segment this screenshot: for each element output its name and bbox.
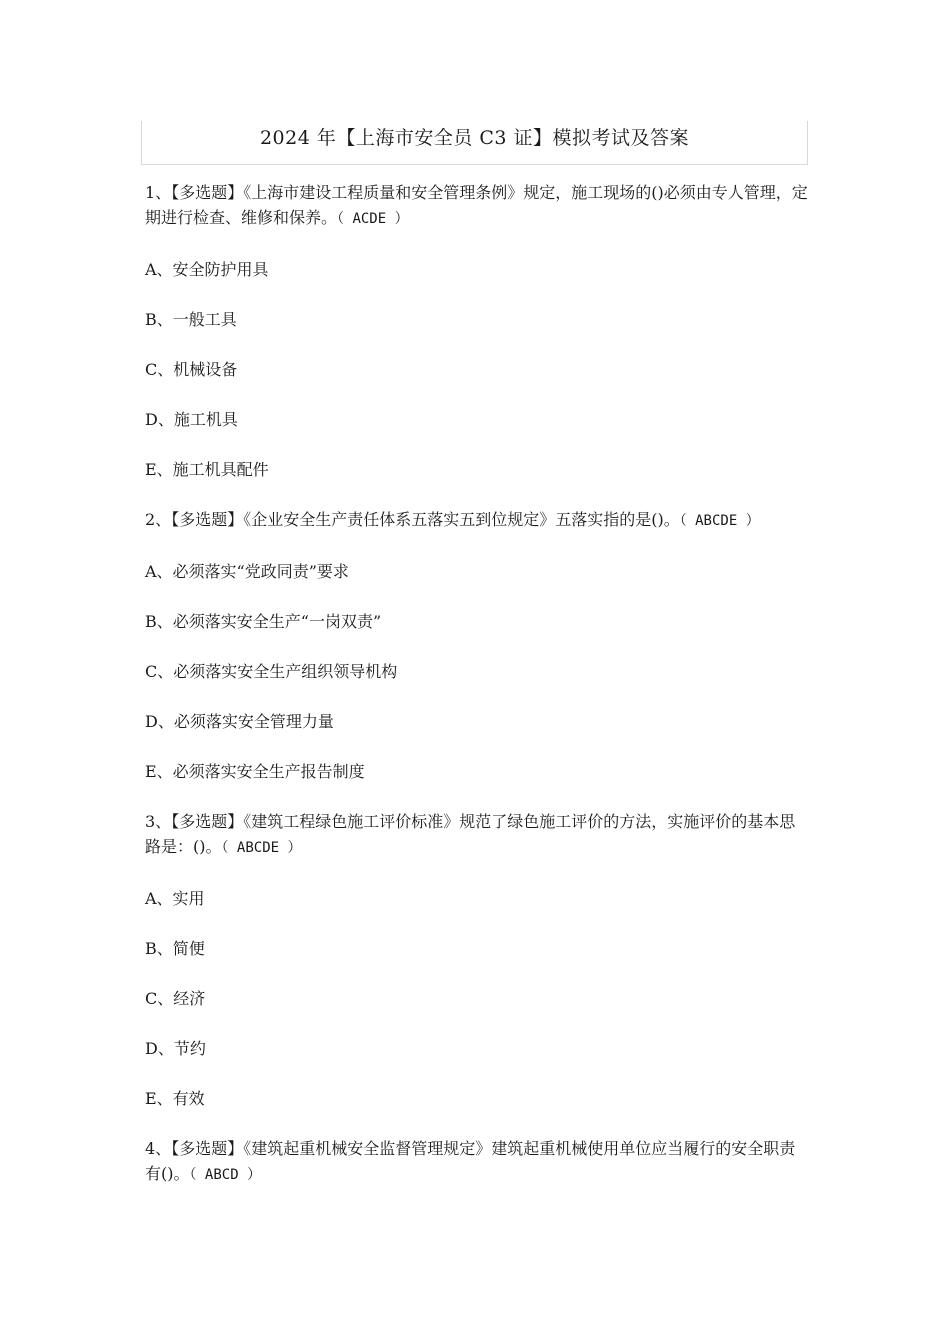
question-number: 4、 bbox=[145, 1139, 172, 1158]
question-3-option-c: C、经济 bbox=[145, 989, 206, 1008]
question-3-option-a: A、实用 bbox=[145, 889, 205, 908]
question-1-option-e: E、施工机具配件 bbox=[145, 460, 269, 479]
question-type: 【多选题】 bbox=[171, 1139, 244, 1158]
question-3-option-b: B、简便 bbox=[145, 939, 205, 958]
question-1-option-a: A、安全防护用具 bbox=[145, 260, 269, 279]
question-number: 3、 bbox=[145, 812, 172, 831]
question-answer: （ ABCDE ） bbox=[221, 840, 302, 856]
question-3 bbox=[145, 809, 810, 861]
question-3-option-e: E、有效 bbox=[145, 1089, 205, 1108]
question-1 bbox=[145, 180, 810, 232]
question-number: 1、 bbox=[145, 183, 172, 202]
question-number: 2、 bbox=[145, 510, 172, 529]
question-1-option-b: B、一般工具 bbox=[145, 310, 237, 329]
question-answer: （ ACDE ） bbox=[337, 211, 409, 227]
title-box bbox=[141, 121, 808, 165]
question-list bbox=[145, 180, 810, 1213]
question-2-option-d: D、必须落实安全管理力量 bbox=[145, 712, 334, 731]
question-type: 【多选题】 bbox=[171, 183, 244, 202]
question-text: 《建筑工程绿色施工评价标准》规范了绿色施工评价的方法，实施评价的基本思路是：()。 bbox=[145, 812, 796, 856]
question-2-option-a: A、必须落实“党政同责”要求 bbox=[145, 562, 349, 581]
question-text: 《上海市建设工程质量和安全管理条例》规定，施工现场的()必须由专人管理，定期进行检查、维修和保养。 bbox=[145, 183, 808, 227]
question-2-option-c: C、必须落实安全生产组织领导机构 bbox=[145, 662, 398, 681]
question-answer: （ ABCD ） bbox=[189, 1167, 262, 1183]
question-text: 《企业安全生产责任体系五落实五到位规定》五落实指的是()。 bbox=[243, 510, 680, 529]
question-2 bbox=[145, 507, 810, 534]
question-1-option-c: C、机械设备 bbox=[145, 360, 238, 379]
question-4 bbox=[145, 1136, 810, 1188]
question-1-option-d: D、施工机具 bbox=[145, 410, 238, 429]
question-text: 《建筑起重机械安全监督管理规定》建筑起重机械使用单位应当履行的安全职责有()。 bbox=[145, 1139, 796, 1183]
question-answer: （ ABCDE ） bbox=[679, 513, 760, 529]
question-type: 【多选题】 bbox=[171, 812, 244, 831]
document-title: 2024 年【上海市安全员 C3 证】模拟考试及答案 bbox=[259, 127, 690, 149]
question-type: 【多选题】 bbox=[171, 510, 244, 529]
question-2-option-b: B、必须落实安全生产“一岗双责” bbox=[145, 612, 382, 631]
question-2-option-e: E、必须落实安全生产报告制度 bbox=[145, 762, 365, 781]
question-3-option-d: D、节约 bbox=[145, 1039, 206, 1058]
